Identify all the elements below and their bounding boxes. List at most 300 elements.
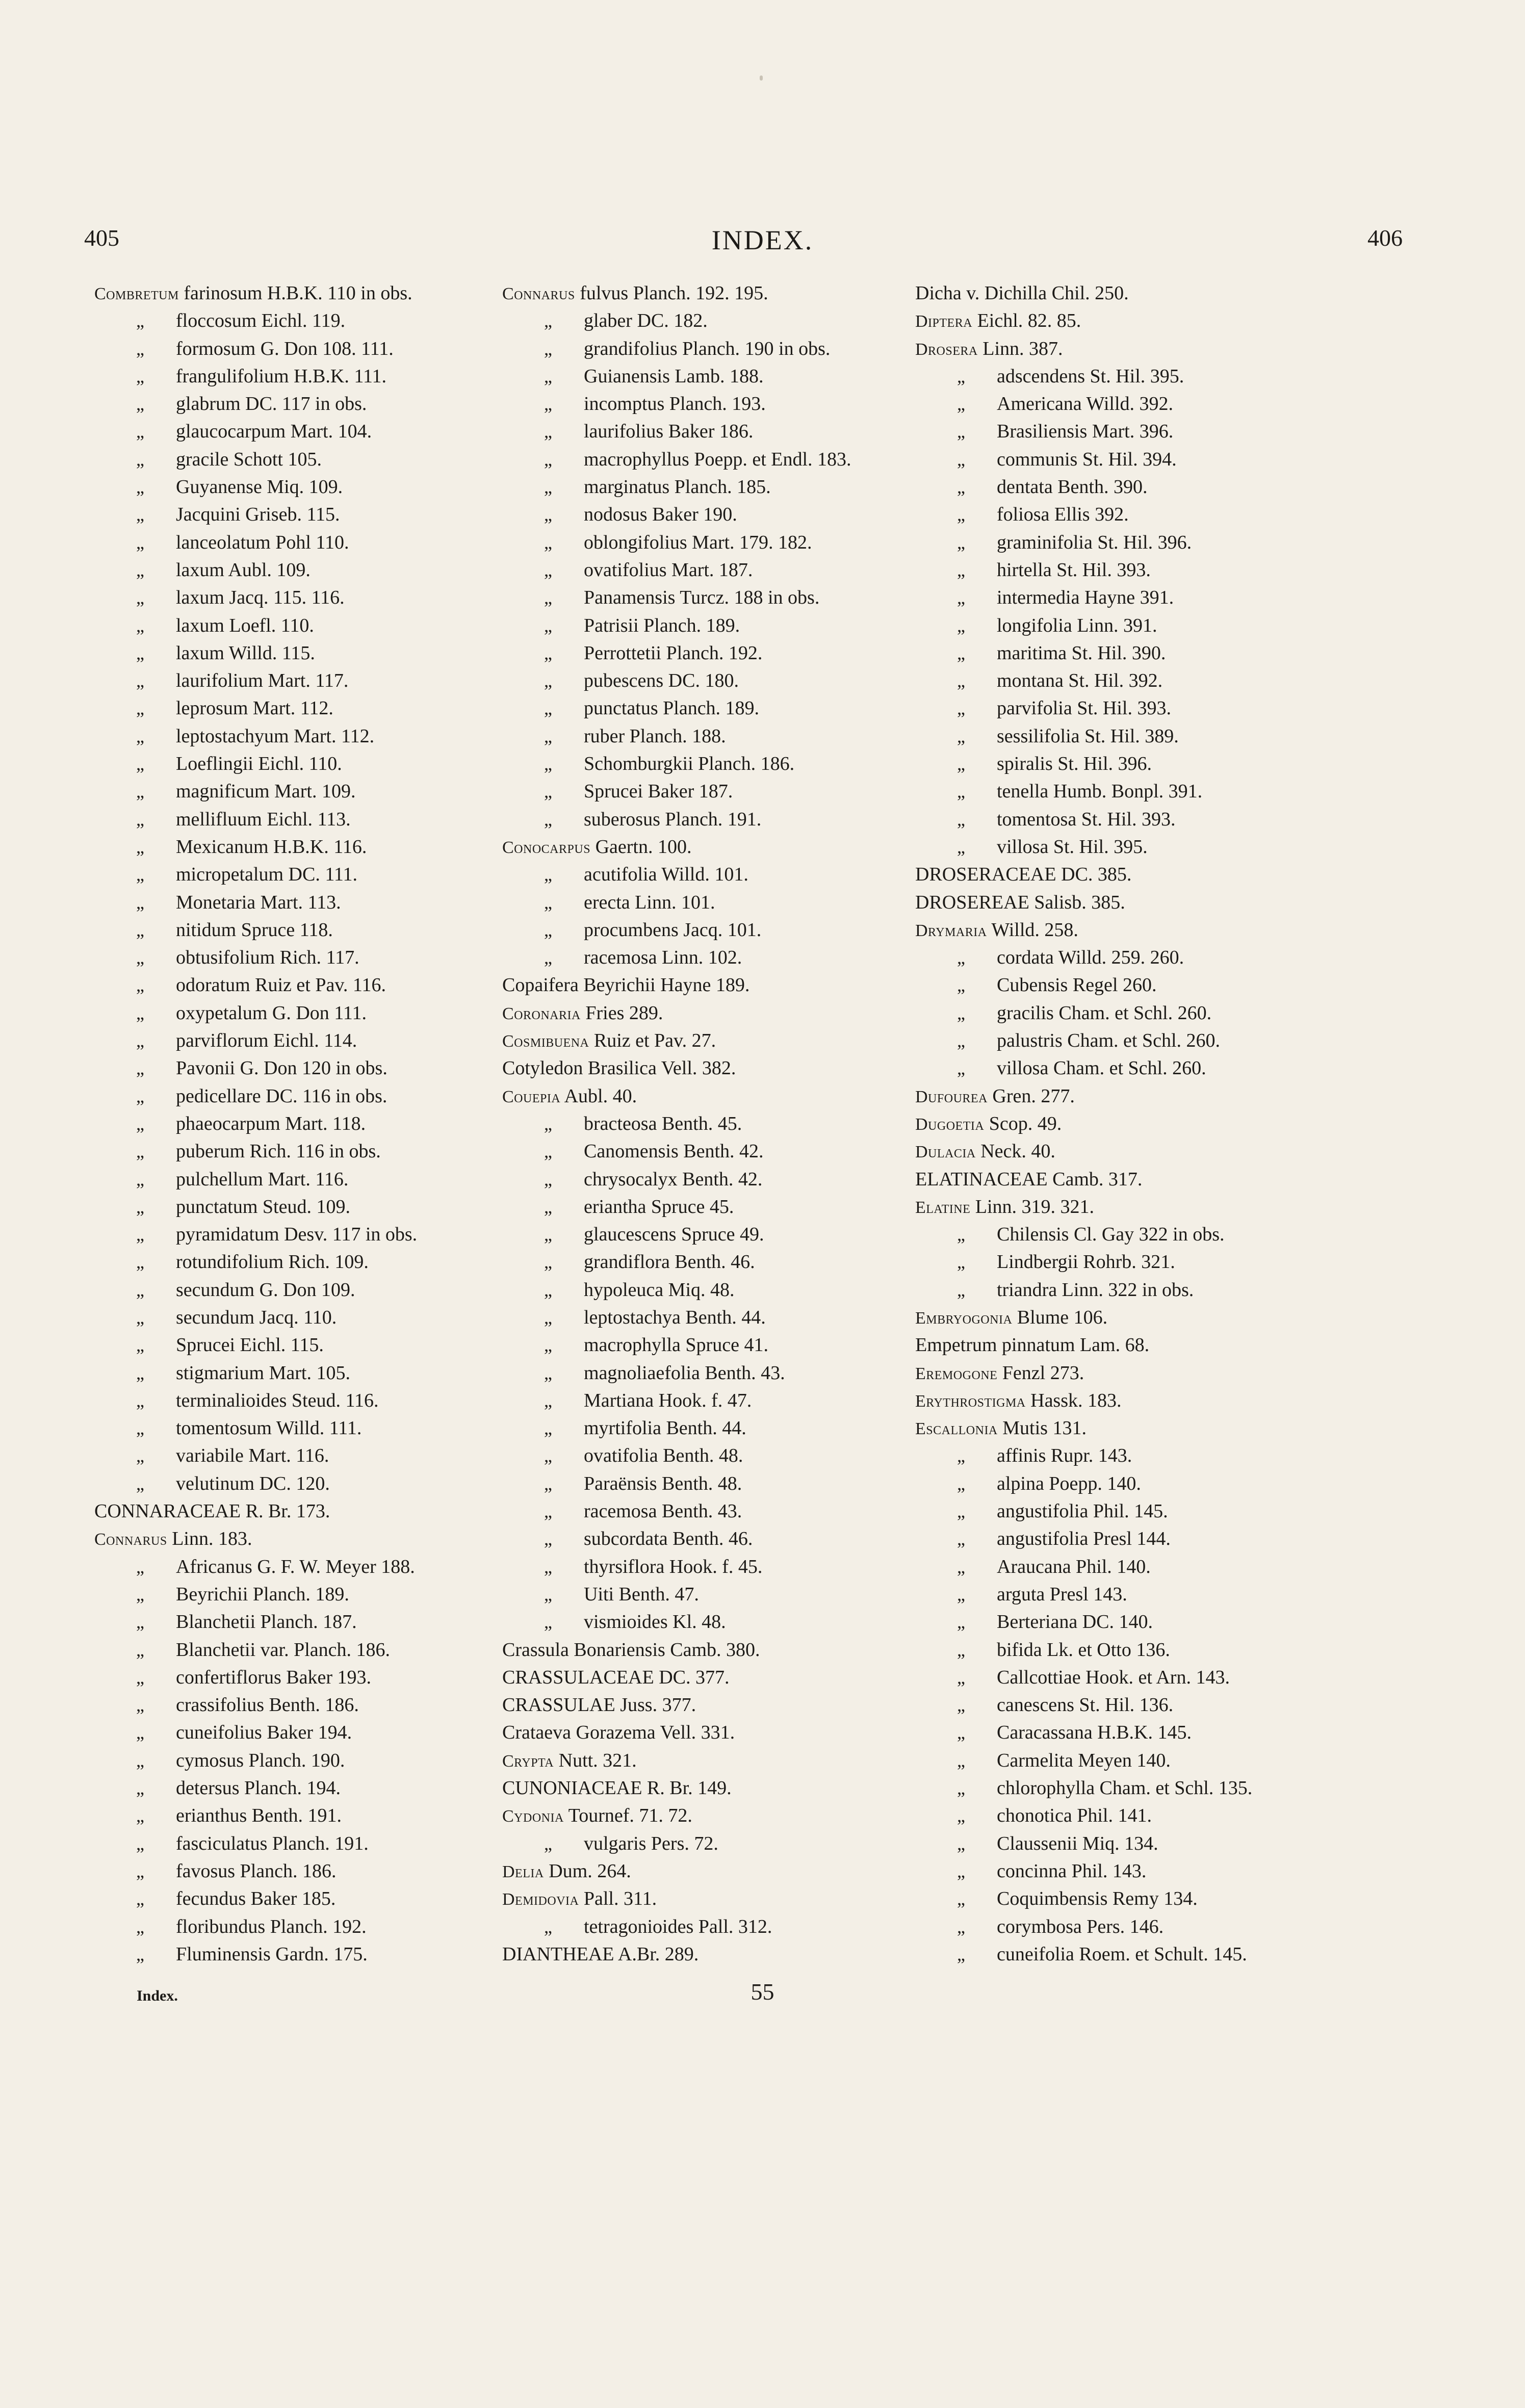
ditto-mark: „: [136, 670, 144, 691]
index-entry: [502, 529, 941, 556]
entry-text: hirtella St. Hil. 393.: [997, 559, 1151, 581]
entry-text: Perrottetii Planch. 192.: [584, 642, 763, 664]
index-entry: [502, 418, 941, 445]
index-entry: [915, 1885, 1354, 1912]
entry-text: oxypetalum G. Don 111.: [176, 1002, 367, 1024]
entry-text: parviflorum Eichl. 114.: [176, 1030, 357, 1052]
index-entry: [94, 1913, 533, 1940]
ditto-mark: „: [957, 1750, 965, 1771]
genus-name: Delia: [502, 1862, 544, 1881]
index-entry: [502, 1193, 941, 1221]
entry-text: laxum Aubl. 109.: [176, 559, 311, 581]
index-column-1: [94, 279, 533, 1968]
entry-text: Americana Willd. 392.: [997, 393, 1174, 415]
ditto-mark: „: [957, 1667, 965, 1688]
entry-text: corymbosa Pers. 146.: [997, 1915, 1164, 1937]
ditto-mark: „: [136, 1390, 144, 1411]
ditto-mark: „: [957, 1778, 965, 1799]
entry-text: thyrsiflora Hook. f. 45.: [584, 1556, 763, 1577]
ditto-mark: „: [957, 477, 965, 498]
index-entry: [915, 1359, 1354, 1387]
ditto-mark: „: [544, 1169, 552, 1189]
ditto-mark: „: [544, 1307, 552, 1328]
index-entry: [94, 501, 533, 528]
ditto-mark: „: [136, 1639, 144, 1660]
ditto-mark: „: [544, 1335, 552, 1356]
index-entry: [94, 335, 533, 363]
index-entry: [502, 944, 941, 971]
entry-text: chlorophylla Cham. et Schl. 135.: [997, 1777, 1253, 1799]
entry-text: communis St. Hil. 394.: [997, 448, 1177, 470]
index-entry: [94, 1830, 533, 1857]
ditto-mark: „: [544, 366, 552, 386]
index-entry: [915, 1082, 1354, 1110]
ditto-mark: „: [136, 1722, 144, 1743]
entry-text: leprosum Mart. 112.: [176, 697, 333, 719]
entry-text: eriantha Spruce 45.: [584, 1196, 734, 1218]
entry-text: CUNONIACEAE R. Br. 149.: [502, 1777, 732, 1799]
index-entry: [502, 1553, 941, 1581]
index-entry: [94, 1248, 533, 1276]
index-entry: [502, 473, 941, 501]
index-entry: [502, 1747, 941, 1774]
ditto-mark: „: [957, 559, 965, 580]
ditto-mark: „: [136, 1556, 144, 1577]
index-entry: [502, 1581, 941, 1608]
entry-text: cordata Willd. 259. 260.: [997, 947, 1184, 969]
ditto-mark: „: [544, 310, 552, 331]
index-entry: [502, 1470, 941, 1497]
index-entry: [915, 279, 1354, 307]
index-entry: [502, 750, 941, 778]
entry-text: obtusifolium Rich. 117.: [176, 947, 359, 969]
entry-text: Crataeva Gorazema Vell. 331.: [502, 1722, 735, 1744]
ditto-mark: „: [957, 394, 965, 415]
index-entry: [502, 722, 941, 750]
ditto-mark: „: [957, 1888, 965, 1909]
index-entry: [94, 1193, 533, 1221]
ditto-mark: „: [957, 504, 965, 525]
index-entry: [502, 778, 941, 805]
entry-text: Neck. 40.: [980, 1141, 1055, 1162]
index-entry: [502, 1221, 941, 1248]
entry-text: punctatum Steud. 109.: [176, 1196, 350, 1218]
ditto-mark: „: [136, 892, 144, 913]
ditto-mark: „: [957, 1584, 965, 1604]
index-entry: [915, 584, 1354, 611]
index-entry: [915, 1802, 1354, 1829]
index-entry: [94, 999, 533, 1027]
entry-text: Callcottiae Hook. et Arn. 143.: [997, 1666, 1230, 1688]
entry-text: Uiti Benth. 47.: [584, 1583, 699, 1605]
entry-text: macrophyllus Poepp. et Endl. 183.: [584, 448, 851, 470]
entry-text: Schomburgkii Planch. 186.: [584, 753, 795, 775]
index-entry: [915, 694, 1354, 722]
ditto-mark: „: [957, 1860, 965, 1881]
ditto-mark: „: [544, 919, 552, 940]
index-entry: [915, 1747, 1354, 1774]
ditto-mark: „: [957, 1805, 965, 1826]
ditto-mark: „: [544, 1141, 552, 1162]
index-entry: [94, 473, 533, 501]
entry-text: Paraënsis Benth. 48.: [584, 1472, 742, 1494]
ditto-mark: „: [136, 1473, 144, 1494]
entry-text: Linn. 387.: [983, 338, 1063, 359]
ditto-mark: „: [957, 1445, 965, 1466]
index-entry: [502, 1830, 941, 1857]
index-entry: [94, 1774, 533, 1802]
ditto-mark: „: [957, 1002, 965, 1023]
index-entry: [915, 1442, 1354, 1469]
entry-text: lanceolatum Pohl 110.: [176, 531, 349, 553]
index-entry: [94, 1885, 533, 1912]
entry-text: floribundus Planch. 192.: [176, 1915, 367, 1937]
ditto-mark: „: [957, 1556, 965, 1577]
ditto-mark: „: [136, 532, 144, 553]
entry-text: affinis Rupr. 143.: [997, 1445, 1132, 1467]
entry-text: adscendens St. Hil. 395.: [997, 365, 1184, 387]
index-entry: [915, 446, 1354, 473]
ditto-mark: „: [544, 587, 552, 608]
index-entry: [915, 639, 1354, 667]
entry-text: ELATINACEAE Camb. 317.: [915, 1168, 1143, 1190]
entry-text: Guyanense Miq. 109.: [176, 476, 343, 498]
entry-text: Empetrum pinnatum Lam. 68.: [915, 1334, 1150, 1356]
index-entry: [915, 778, 1354, 805]
index-entry: [915, 833, 1354, 861]
entry-text: chonotica Phil. 141.: [997, 1805, 1152, 1827]
ditto-mark: „: [544, 1362, 552, 1383]
index-entry: [502, 694, 941, 722]
entry-text: pedicellare DC. 116 in obs.: [176, 1085, 387, 1107]
ditto-mark: „: [544, 1916, 552, 1937]
index-entry: [915, 501, 1354, 528]
entry-text: Gren. 277.: [992, 1085, 1075, 1107]
entry-text: Carmelita Meyen 140.: [997, 1749, 1171, 1771]
index-entry: [94, 584, 533, 611]
index-entry: [502, 1137, 941, 1165]
ditto-mark: „: [136, 1778, 144, 1799]
entry-text: DROSERACEAE DC. 385.: [915, 864, 1132, 886]
index-column-2: [502, 279, 941, 1968]
entry-text: ovatifolius Mart. 187.: [584, 559, 753, 581]
ditto-mark: „: [136, 1750, 144, 1771]
index-entry: [94, 1636, 533, 1664]
entry-text: magnificum Mart. 109.: [176, 781, 356, 802]
index-entry: [94, 806, 533, 833]
entry-text: glabrum DC. 117 in obs.: [176, 393, 367, 415]
ditto-mark: „: [957, 1639, 965, 1660]
index-entry: [915, 1940, 1354, 1968]
ditto-mark: „: [136, 394, 144, 415]
index-entry: [502, 1166, 941, 1193]
entry-text: cuneifolia Roem. et Schult. 145.: [997, 1943, 1247, 1965]
entry-text: Nutt. 321.: [558, 1749, 637, 1771]
ditto-mark: „: [957, 836, 965, 857]
genus-name: Coronaria: [502, 1004, 581, 1023]
index-entry: [915, 1553, 1354, 1581]
index-entry: [915, 1913, 1354, 1940]
genus-name: Drosera: [915, 340, 978, 359]
index-entry: [94, 667, 533, 694]
index-entry: [502, 1774, 941, 1802]
entry-text: cuneifolius Baker 194.: [176, 1722, 352, 1744]
index-entry: [915, 750, 1354, 778]
entry-text: Fries 289.: [585, 1002, 663, 1024]
index-entry: [502, 1054, 941, 1082]
entry-text: bracteosa Benth. 45.: [584, 1112, 742, 1134]
entry-text: oblongifolius Mart. 179. 182.: [584, 531, 812, 553]
entry-text: Scop. 49.: [989, 1112, 1062, 1134]
ditto-mark: „: [136, 1169, 144, 1189]
index-entry: [915, 1470, 1354, 1497]
index-entry: [502, 667, 941, 694]
index-entry: [94, 418, 533, 445]
entry-text: Linn. 183.: [172, 1528, 252, 1550]
entry-text: maritima St. Hil. 390.: [997, 642, 1166, 664]
ditto-mark: „: [957, 1224, 965, 1245]
ditto-mark: „: [136, 1667, 144, 1688]
index-entry: [502, 307, 941, 334]
entry-text: racemosa Benth. 43.: [584, 1500, 742, 1522]
ditto-mark: „: [136, 1445, 144, 1466]
genus-name: Dulacia: [915, 1143, 976, 1162]
ditto-mark: „: [136, 615, 144, 636]
index-entry: [502, 1857, 941, 1885]
index-entry: [502, 501, 941, 528]
index-entry: [502, 279, 941, 307]
entry-text: pyramidatum Desv. 117 in obs.: [176, 1224, 418, 1246]
index-entry: [94, 722, 533, 750]
index-entry: [502, 1442, 941, 1469]
ditto-mark: „: [957, 615, 965, 636]
index-entry: [915, 1304, 1354, 1331]
entry-text: Fluminensis Gardn. 175.: [176, 1943, 368, 1965]
entry-text: tetragonioides Pall. 312.: [584, 1915, 772, 1937]
entry-text: cymosus Planch. 190.: [176, 1749, 345, 1771]
entry-text: Mutis 131.: [1002, 1417, 1087, 1439]
entry-text: angustifolia Phil. 145.: [997, 1500, 1168, 1522]
ditto-mark: „: [957, 366, 965, 386]
index-entry: [502, 556, 941, 584]
ditto-mark: „: [957, 1279, 965, 1300]
index-entry: [915, 1054, 1354, 1082]
entry-text: phaeocarpum Mart. 118.: [176, 1112, 366, 1134]
ditto-mark: „: [544, 1584, 552, 1604]
ditto-mark: „: [544, 726, 552, 746]
index-entry: [502, 1664, 941, 1691]
speck-mark: [760, 75, 763, 81]
genus-name: Dugoetia: [915, 1115, 985, 1134]
index-entry: [94, 556, 533, 584]
entry-text: incomptus Planch. 193.: [584, 393, 766, 415]
ditto-mark: „: [136, 366, 144, 386]
index-entry: [915, 1193, 1354, 1221]
entry-text: laxum Jacq. 115. 116.: [176, 587, 345, 609]
entry-text: suberosus Planch. 191.: [584, 808, 762, 830]
entry-text: puberum Rich. 116 in obs.: [176, 1141, 381, 1162]
ditto-mark: „: [136, 698, 144, 719]
entry-text: ovatifolia Benth. 48.: [584, 1445, 743, 1467]
index-entry: [502, 806, 941, 833]
ditto-mark: „: [957, 809, 965, 830]
index-entry: [94, 1027, 533, 1054]
index-entry: [915, 971, 1354, 999]
ditto-mark: „: [544, 1556, 552, 1577]
ditto-mark: „: [544, 421, 552, 442]
entry-text: Sprucei Eichl. 115.: [176, 1334, 324, 1356]
index-entry: [915, 1110, 1354, 1137]
ditto-mark: „: [544, 1418, 552, 1439]
ditto-mark: „: [136, 1335, 144, 1356]
index-entry: [915, 1830, 1354, 1857]
index-entry: [915, 473, 1354, 501]
genus-name: Cydonia: [502, 1807, 564, 1826]
entry-text: grandifolius Planch. 190 in obs.: [584, 338, 831, 359]
entry-text: procumbens Jacq. 101.: [584, 919, 762, 941]
ditto-mark: „: [957, 698, 965, 719]
index-entry: [502, 1304, 941, 1331]
entry-text: fasciculatus Planch. 191.: [176, 1832, 369, 1854]
entry-text: gracile Schott 105.: [176, 448, 322, 470]
index-entry: [502, 861, 941, 888]
ditto-mark: „: [136, 1833, 144, 1854]
index-entry: [915, 1497, 1354, 1525]
entry-text: Beyrichii Planch. 189.: [176, 1583, 349, 1605]
index-entry: [502, 1940, 941, 1968]
entry-text: detersus Planch. 194.: [176, 1777, 341, 1799]
index-entry: [915, 1608, 1354, 1636]
index-entry: [915, 1166, 1354, 1193]
ditto-mark: „: [136, 1030, 144, 1051]
entry-text: Eichl. 82. 85.: [977, 310, 1081, 332]
entry-text: Lindbergii Rohrb. 321.: [997, 1251, 1175, 1273]
ditto-mark: „: [544, 1445, 552, 1466]
index-entry: [915, 363, 1354, 390]
ditto-mark: „: [957, 947, 965, 968]
entry-text: Loeflingii Eichl. 110.: [176, 753, 342, 775]
entry-text: laxum Willd. 115.: [176, 642, 315, 664]
ditto-mark: „: [136, 1307, 144, 1328]
entry-text: Blanchetii var. Planch. 186.: [176, 1639, 391, 1661]
ditto-mark: „: [136, 975, 144, 996]
entry-text: glaucescens Spruce 49.: [584, 1224, 764, 1246]
entry-text: leptostachyum Mart. 112.: [176, 725, 375, 747]
ditto-mark: „: [957, 726, 965, 746]
index-entry: [502, 833, 941, 861]
entry-text: rotundifolium Rich. 109.: [176, 1251, 369, 1273]
index-entry: [502, 1691, 941, 1719]
entry-text: Coquimbensis Remy 134.: [997, 1888, 1198, 1910]
ditto-mark: „: [136, 449, 144, 470]
genus-name: Erythrostigma: [915, 1391, 1026, 1411]
entry-text: secundum Jacq. 110.: [176, 1306, 337, 1328]
entry-text: Panamensis Turcz. 188 in obs.: [584, 587, 820, 609]
genus-name: Connarus: [502, 284, 575, 303]
entry-text: villosa St. Hil. 395.: [997, 836, 1148, 858]
entry-text: Sprucei Baker 187.: [584, 781, 733, 802]
entry-text: Dicha v. Dichilla Chil. 250.: [915, 282, 1129, 304]
entry-text: secundum G. Don 109.: [176, 1279, 355, 1301]
ditto-mark: „: [136, 338, 144, 359]
ditto-mark: „: [957, 421, 965, 442]
index-entry: [94, 1719, 533, 1746]
ditto-mark: „: [544, 1279, 552, 1300]
index-entry: [915, 1774, 1354, 1802]
index-entry: [502, 584, 941, 611]
ditto-mark: „: [957, 1058, 965, 1079]
index-entry: [94, 279, 533, 307]
entry-text: punctatus Planch. 189.: [584, 697, 760, 719]
entry-text: racemosa Linn. 102.: [584, 947, 742, 969]
index-entry: [915, 1137, 1354, 1165]
entry-text: Hassk. 183.: [1030, 1389, 1122, 1411]
index-entry: [94, 1940, 533, 1968]
index-entry: [915, 1276, 1354, 1304]
genus-name: Connarus: [94, 1530, 167, 1549]
entry-text: Pavonii G. Don 120 in obs.: [176, 1057, 387, 1079]
entry-text: nitidum Spruce 118.: [176, 919, 333, 941]
entry-text: pulchellum Mart. 116.: [176, 1168, 349, 1190]
entry-text: Araucana Phil. 140.: [997, 1556, 1151, 1577]
ditto-mark: „: [544, 754, 552, 774]
entry-text: dentata Benth. 390.: [997, 476, 1148, 498]
entry-text: foliosa Ellis 392.: [997, 504, 1129, 526]
entry-text: odoratum Ruiz et Pav. 116.: [176, 974, 386, 996]
ditto-mark: „: [136, 726, 144, 746]
entry-text: tenella Humb. Bonpl. 391.: [997, 781, 1203, 802]
ditto-mark: „: [544, 698, 552, 719]
ditto-mark: „: [957, 1722, 965, 1743]
entry-text: concinna Phil. 143.: [997, 1860, 1147, 1882]
ditto-mark: „: [136, 1805, 144, 1826]
entry-text: bifida Lk. et Otto 136.: [997, 1639, 1170, 1661]
entry-text: subcordata Benth. 46.: [584, 1528, 753, 1550]
genus-name: Crypta: [502, 1751, 554, 1771]
ditto-mark: „: [136, 1196, 144, 1217]
ditto-mark: „: [957, 670, 965, 691]
ditto-mark: „: [136, 1584, 144, 1604]
index-entry: [94, 390, 533, 418]
index-entry: [94, 1359, 533, 1387]
entry-text: Crassula Bonariensis Camb. 380.: [502, 1639, 760, 1661]
index-entry: [915, 1691, 1354, 1719]
index-entry: [915, 861, 1354, 888]
index-entry: [915, 307, 1354, 334]
index-entry: [502, 1331, 941, 1359]
index-entry: [94, 1802, 533, 1829]
index-entry: [915, 1664, 1354, 1691]
ditto-mark: „: [136, 864, 144, 885]
index-entry: [502, 363, 941, 390]
right-page-number: 406: [1367, 225, 1403, 251]
index-entry: [94, 861, 533, 888]
ditto-mark: „: [544, 504, 552, 525]
index-entry: [94, 363, 533, 390]
ditto-mark: „: [544, 1252, 552, 1273]
index-entry: [502, 916, 941, 944]
index-entry: [94, 1387, 533, 1414]
ditto-mark: „: [544, 1529, 552, 1549]
ditto-mark: „: [136, 1362, 144, 1383]
index-entry: [94, 1691, 533, 1719]
entry-text: Caracassana H.B.K. 145.: [997, 1722, 1192, 1744]
ditto-mark: „: [136, 1279, 144, 1300]
genus-name: Cosmibuena: [502, 1032, 589, 1051]
entry-text: ruber Planch. 188.: [584, 725, 726, 747]
entry-text: Aubl. 40.: [564, 1085, 637, 1107]
entry-text: intermedia Hayne 391.: [997, 587, 1174, 609]
